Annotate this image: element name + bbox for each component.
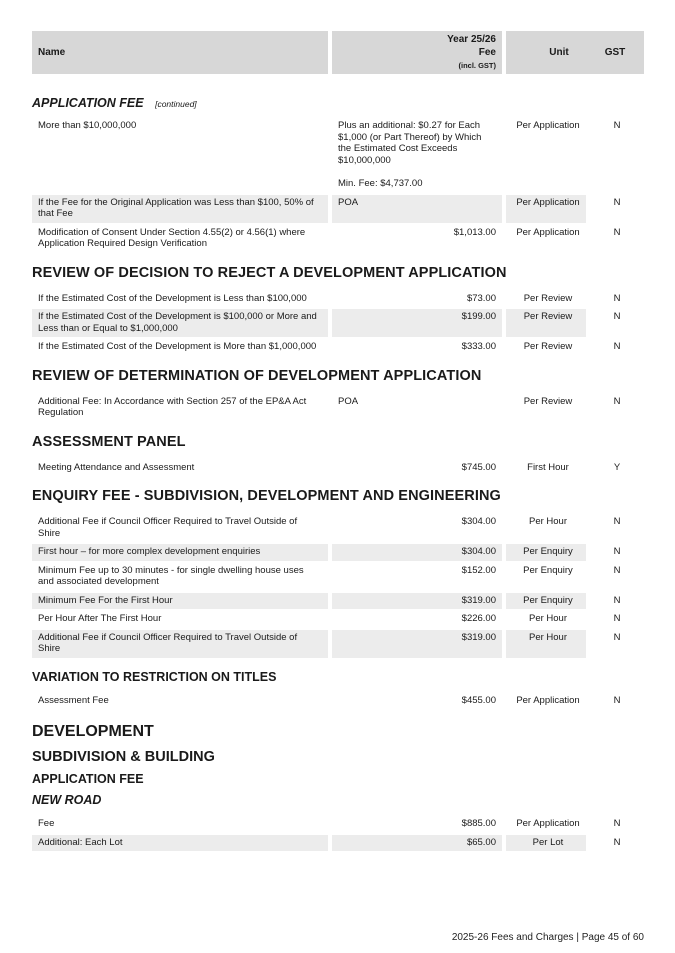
header-fee bbox=[332, 31, 502, 74]
row-name: Meeting Attendance and Assessment bbox=[38, 461, 195, 473]
row-gst: Y bbox=[613, 461, 621, 473]
table-row bbox=[32, 195, 644, 223]
row-unit: Per Application bbox=[506, 195, 586, 223]
table-row bbox=[32, 611, 644, 628]
row-fee-min: Min. Fee: $4,737.00 bbox=[338, 178, 423, 189]
row-fee: $333.00 bbox=[461, 341, 496, 352]
header-fee-year: Year 25/26 bbox=[447, 34, 496, 45]
table-row bbox=[32, 544, 644, 561]
table-row bbox=[32, 514, 644, 542]
table-row bbox=[32, 816, 644, 833]
section-review-reject: REVIEW OF DECISION TO REJECT A DEVELOPMENT APPLICATION bbox=[32, 264, 507, 281]
section-application-fee bbox=[32, 96, 644, 110]
row-fee: $199.00 bbox=[332, 309, 502, 337]
row-fee: $304.00 bbox=[461, 516, 496, 527]
row-name: Per Hour After The First Hour bbox=[38, 613, 162, 624]
row-gst: N bbox=[613, 594, 621, 606]
row-fee: $65.00 bbox=[332, 835, 502, 852]
row-unit: Per Enquiry bbox=[506, 544, 586, 561]
header-fee-label: Fee bbox=[478, 47, 496, 58]
continued-label: [continued] bbox=[155, 99, 197, 109]
row-fee: $304.00 bbox=[332, 544, 502, 561]
row-gst: N bbox=[613, 694, 621, 706]
row-fee: $73.00 bbox=[466, 292, 496, 304]
row-fee: $226.00 bbox=[461, 613, 496, 624]
row-fee: $455.00 bbox=[461, 694, 496, 706]
row-name: Minimum Fee up to 30 minutes - for single dwelling house uses and associated development bbox=[38, 564, 304, 587]
table-row bbox=[32, 593, 644, 610]
row-unit: Per Lot bbox=[506, 835, 586, 852]
row-unit: Per Enquiry bbox=[506, 593, 586, 610]
row-gst: N bbox=[613, 836, 621, 848]
row-unit: Per Application bbox=[516, 226, 580, 238]
row-name: If the Estimated Cost of the Development is More than $1,000,000 bbox=[38, 341, 317, 352]
header-fee-gst-note: (incl. GST) bbox=[458, 61, 496, 70]
table-row bbox=[32, 291, 644, 308]
row-gst: N bbox=[613, 546, 621, 557]
table-row bbox=[32, 835, 644, 852]
row-unit: Per Hour bbox=[528, 516, 567, 527]
row-unit: Per Application bbox=[516, 694, 580, 706]
table-row bbox=[32, 225, 644, 253]
section-application-fee-2: APPLICATION FEE bbox=[32, 772, 144, 786]
header-unit: Unit bbox=[506, 31, 586, 74]
table-row bbox=[32, 630, 644, 658]
table-row bbox=[32, 693, 644, 710]
section-enquiry-fee: ENQUIRY FEE - SUBDIVISION, DEVELOPMENT AND ENGINEERING bbox=[32, 488, 501, 504]
row-fee: POA bbox=[338, 395, 359, 407]
row-gst: N bbox=[613, 395, 621, 407]
row-unit: Per Enquiry bbox=[523, 564, 573, 576]
section-review-determination: REVIEW OF DETERMINATION OF DEVELOPMENT APPLICATION bbox=[32, 367, 482, 384]
section-development: DEVELOPMENT bbox=[32, 723, 154, 740]
row-gst: N bbox=[613, 196, 621, 208]
table-row bbox=[32, 309, 644, 337]
section-assessment-panel: ASSESSMENT PANEL bbox=[32, 433, 186, 450]
row-name: Assessment Fee bbox=[38, 694, 109, 706]
row-gst: N bbox=[613, 341, 621, 352]
page-footer: 2025-26 Fees and Charges | Page 45 of 60 bbox=[451, 932, 644, 943]
row-unit: Per Review bbox=[523, 341, 573, 352]
row-unit: Per Application bbox=[516, 120, 580, 131]
row-name: Minimum Fee For the First Hour bbox=[32, 593, 328, 610]
row-unit: Per Hour bbox=[506, 630, 586, 658]
row-gst: N bbox=[613, 292, 621, 304]
table-row bbox=[32, 118, 644, 193]
row-fee: $1,013.00 bbox=[453, 226, 496, 238]
row-gst: N bbox=[613, 226, 621, 238]
table-row bbox=[32, 339, 644, 356]
row-unit: Per Application bbox=[516, 818, 580, 829]
row-gst: N bbox=[613, 613, 621, 624]
row-gst: N bbox=[613, 564, 621, 576]
row-gst: N bbox=[613, 120, 621, 131]
row-fee-text: Plus an additional: $0.27 for Each $1,000 (or Part Thereof) by Which the Estimated Cost Exceeds $10,000,000 bbox=[338, 120, 482, 166]
section-variation: VARIATION TO RESTRICTION ON TITLES bbox=[32, 669, 277, 684]
row-fee: $885.00 bbox=[461, 818, 496, 829]
row-name: First hour – for more complex development enquiries bbox=[32, 544, 328, 561]
row-fee: $152.00 bbox=[461, 564, 496, 576]
table-row bbox=[32, 394, 644, 422]
header-name: Name bbox=[32, 31, 328, 74]
row-name: More than $10,000,000 bbox=[38, 120, 137, 131]
row-fee: $745.00 bbox=[461, 461, 496, 473]
header-gst: GST bbox=[586, 31, 644, 74]
row-fee bbox=[332, 118, 502, 193]
table-header bbox=[32, 31, 644, 74]
row-name: Additional: Each Lot bbox=[32, 835, 328, 852]
row-gst: N bbox=[613, 516, 621, 527]
row-gst: N bbox=[613, 311, 621, 322]
row-name: If the Fee for the Original Application was Less than $100, 50% of that Fee bbox=[32, 195, 328, 223]
row-gst: N bbox=[613, 631, 621, 643]
fees-page bbox=[32, 31, 644, 851]
row-unit: Per Review bbox=[506, 309, 586, 337]
row-gst: N bbox=[613, 818, 621, 829]
section-subdivision-building: SUBDIVISION & BUILDING bbox=[32, 749, 215, 765]
row-name: Fee bbox=[38, 818, 55, 829]
row-unit: First Hour bbox=[527, 461, 569, 473]
row-fee: $319.00 bbox=[332, 593, 502, 610]
section-title: APPLICATION FEE bbox=[32, 96, 144, 110]
row-name: Additional Fee: In Accordance with Section 257 of the EP&A Act Regulation bbox=[38, 395, 307, 418]
table-row bbox=[32, 563, 644, 591]
row-fee: $319.00 bbox=[332, 630, 502, 658]
table-row bbox=[32, 460, 644, 477]
row-name: Additional Fee if Council Officer Required to Travel Outside of Shire bbox=[32, 630, 328, 658]
row-unit: Per Review bbox=[523, 292, 573, 304]
row-fee: POA bbox=[332, 195, 502, 223]
row-name: Modification of Consent Under Section 4.55(2) or 4.56(1) where Application Required Design Verification bbox=[38, 226, 306, 249]
row-unit: Per Hour bbox=[528, 613, 567, 624]
row-name: If the Estimated Cost of the Development is Less than $100,000 bbox=[38, 292, 307, 304]
row-name: Additional Fee if Council Officer Required to Travel Outside of Shire bbox=[38, 516, 298, 539]
row-unit: Per Review bbox=[523, 395, 573, 407]
section-new-road: NEW ROAD bbox=[32, 793, 102, 807]
row-name: If the Estimated Cost of the Development is $100,000 or More and Less than or Equal to $1,000,000 bbox=[32, 309, 328, 337]
